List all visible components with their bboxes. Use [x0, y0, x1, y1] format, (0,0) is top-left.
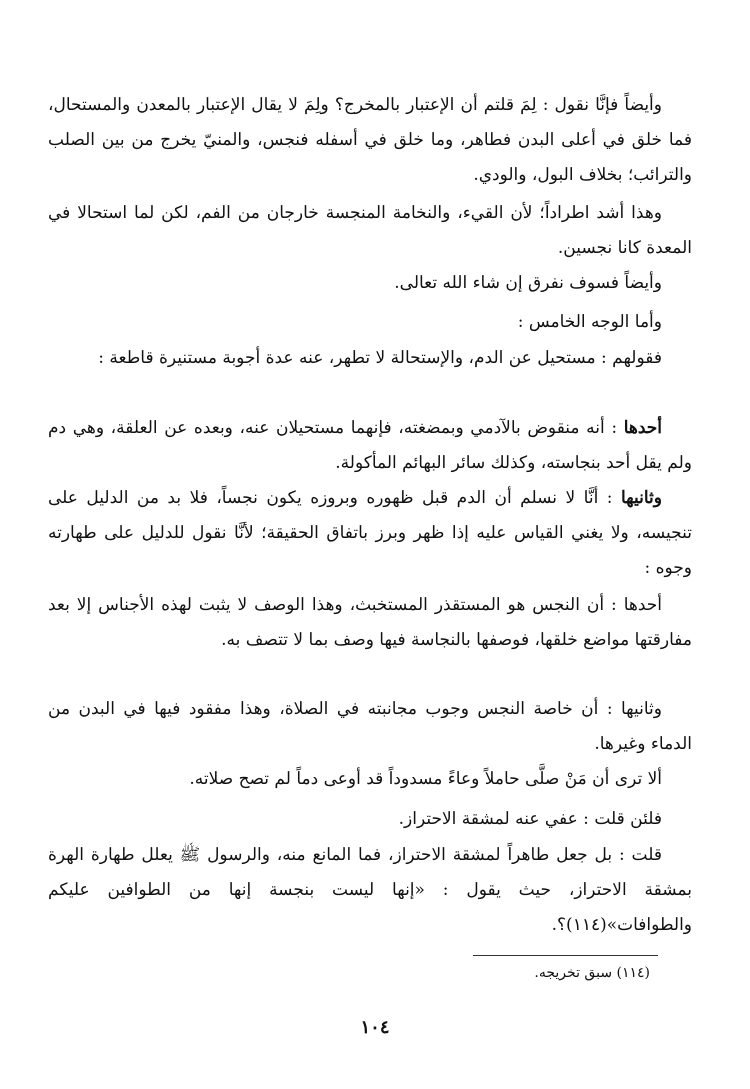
paragraph-12: قلت : بل جعل طاهراً لمشقة الاحتراز، فما المانع منه، والرسول ﷺ يعلل طهارة الهرة بمشقة الاحتراز، حيث يقول : «إنها ليست بنجسة إنها من الطوافين عليكم والطوافات»(١١٤)؟.	[48, 845, 692, 935]
paragraph-11: فلئن قلت : عفي عنه لمشقة الاحتراز.	[398, 809, 662, 829]
paragraph-4: وأما الوجه الخامس :	[517, 312, 662, 332]
paragraph-7-lead: وثانيها	[621, 488, 662, 508]
paragraph-9: وثانيها : أن خاصة النجس وجوب مجانبته في الصلاة، وهذا مفقود فيها في البدن من الدماء وغيرها.	[48, 699, 692, 754]
paragraph-7	[48, 481, 692, 586]
paragraph-6	[48, 411, 692, 481]
paragraph-2: وهذا أشد اطراداً؛ لأن القيء، والنخامة المنجسة خارجان من الفم، لكن لما استحالا في المعدة كانا نجسين.	[48, 203, 692, 258]
paragraph-7-body: : أنَّا لا نسلم أن الدم قبل ظهوره وبروزه يكون نجساً، فلا بد من الدليل على تنجيسه، ولا يغني القياس عليه إذا ظهر وبرز باتفاق الحقيقة؛ لأنَّا نقول للدليل على طهارته وجوه :	[48, 488, 692, 578]
page-number: ١٠٤	[360, 1017, 390, 1038]
paragraph-3: وأيضاً فسوف نفرق إن شاء الله تعالى.	[394, 273, 662, 293]
paragraph-1: وأيضاً فإنَّا نقول : لِمَ قلتم أن الإعتبار بالمخرج؟ ولِمَ لا يقال الإعتبار بالمعدن والمستحال، فما خلق في أعلى البدن فطاهر، وما خلق في أسفله فنجس، والمنيّ يخرج من بين الصلب والترائب؛ بخلاف البول، والودي.	[48, 95, 692, 185]
paragraph-5: فقولهم : مستحيل عن الدم، والإستحالة لا تطهر، عنه عدة أجوبة مستنيرة قاطعة :	[98, 348, 662, 368]
footnote: (١١٤) سبق تخريجه.	[534, 965, 650, 981]
footnote-divider	[473, 955, 658, 956]
paragraph-6-body: : أنه منقوض بالآدمي وبمضغته، فإنهما مستحيلان عنه، وبعده عن العلقة، وهي دم ولم يقل أحد بنجاسته، وكذلك سائر البهائم المأكولة.	[48, 418, 692, 473]
paragraph-8: أحدها : أن النجس هو المستقذر المستخبث، وهذا الوصف لا يثبت لهذه الأجناس إلا بعد مفارقتها مواضع خلقها، فوصفها بالنجاسة فيها وصف بما لا تتصف به.	[48, 595, 692, 650]
paragraph-10: ألا ترى أن مَنْ صلَّى حاملاً وعاءً مسدوداً قد أوعى دماً لم تصح صلاته.	[189, 769, 662, 789]
paragraph-6-lead: أحدها	[623, 418, 662, 438]
